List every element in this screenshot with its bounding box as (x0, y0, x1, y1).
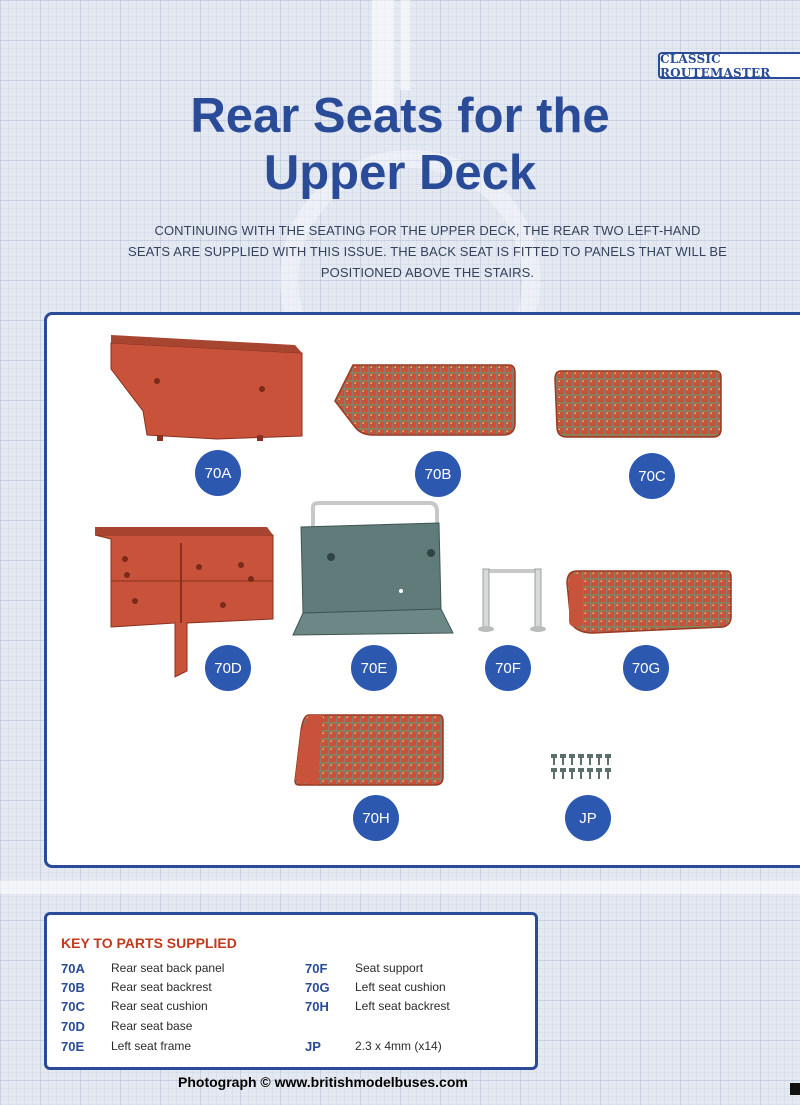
key-code: 70C (61, 999, 85, 1014)
part-badge-70h: 70H (353, 795, 399, 841)
key-desc: Left seat cushion (355, 980, 446, 994)
key-desc: Rear seat back panel (111, 961, 225, 975)
parts-panel (44, 312, 800, 868)
part-image-70c (553, 367, 723, 441)
intro-text (95, 220, 760, 283)
key-code: 70H (305, 999, 329, 1014)
key-code: 70E (61, 1039, 85, 1054)
part-image-70d (91, 523, 277, 679)
background-stripe (400, 0, 410, 90)
key-code: JP (305, 1039, 321, 1054)
part-badge-70d: 70D (205, 645, 251, 691)
part-badge-70b: 70B (415, 451, 461, 497)
page-title-line2: Upper Deck (263, 146, 537, 200)
key-desc: Left seat backrest (355, 999, 450, 1013)
part-image-70f (475, 565, 551, 635)
key-desc: Rear seat cushion (111, 999, 208, 1013)
part-image-70g (563, 567, 735, 637)
key-desc: Left seat frame (111, 1039, 192, 1053)
intro-line3: POSITIONED ABOVE THE STAIRS. (320, 265, 535, 280)
part-badge-70e: 70E (351, 645, 397, 691)
key-desc: Rear seat backrest (111, 980, 212, 994)
key-desc: Seat support (355, 961, 424, 975)
page-title-line1: Rear Seats for the (190, 89, 610, 143)
intro-line1: CONTINUING WITH THE SEATING FOR THE UPPER DECK, THE REAR TWO LEFT-HAND (154, 223, 701, 238)
part-badge-70g: 70G (623, 645, 669, 691)
background-stripe (0, 880, 800, 894)
series-tag: CLASSIC ROUTEMASTER (658, 52, 800, 79)
part-image-70h (293, 711, 447, 789)
page-title (0, 88, 800, 202)
part-image-70b (333, 361, 519, 441)
key-code: 70G (305, 980, 330, 995)
key-code: 70D (61, 1019, 85, 1034)
page-corner-mark (790, 1083, 800, 1095)
key-title: KEY TO PARTS SUPPLIED (61, 935, 237, 951)
photo-credit: Photograph © www.britishmodelbuses.com (178, 1074, 468, 1090)
part-badge-jp: JP (565, 795, 611, 841)
key-desc: 2.3 x 4mm (x14) (355, 1039, 442, 1053)
parts-key (44, 912, 538, 1070)
part-badge-70a: 70A (195, 450, 241, 496)
key-code: 70F (305, 961, 328, 976)
key-code: 70A (61, 961, 85, 976)
part-badge-70f: 70F (485, 645, 531, 691)
part-image-70a (107, 331, 307, 443)
part-image-70e (291, 501, 457, 637)
part-badge-70c: 70C (629, 453, 675, 499)
key-code: 70B (61, 980, 85, 995)
part-image-jp (547, 751, 617, 783)
intro-line2: SEATS ARE SUPPLIED WITH THIS ISSUE. THE BACK SEAT IS FITTED TO PANELS THAT WILL BE (128, 244, 727, 259)
key-desc: Rear seat base (111, 1019, 193, 1033)
